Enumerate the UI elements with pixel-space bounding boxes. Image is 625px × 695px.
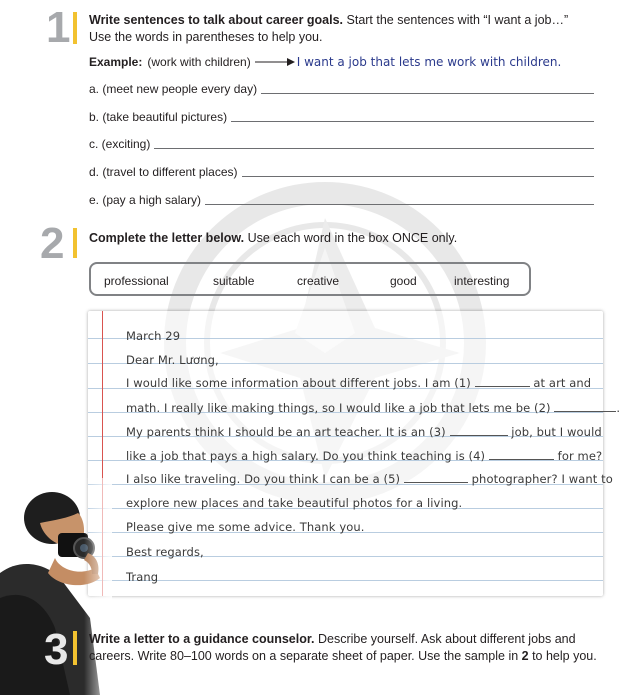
letter-line-6: explore new places and take beautiful photos for a living. — [126, 496, 463, 510]
item-c-answer-line[interactable] — [154, 148, 594, 149]
section-2-accent-bar — [73, 228, 77, 258]
section-3-number: 3 — [44, 625, 69, 674]
letter-greeting: Dear Mr. Lương, — [126, 353, 219, 367]
item-a-label: a. (meet new people every day) — [89, 82, 258, 96]
example-prompt: (work with children) — [147, 55, 251, 69]
section-1-instruction — [89, 12, 609, 46]
item-e-answer-line[interactable] — [205, 204, 594, 205]
letter-line-5-start: I also like traveling. Do you think I can be a (5) — [126, 472, 401, 486]
section-3-instruction-ref: 2 — [521, 649, 529, 663]
arrow-right-icon — [255, 57, 295, 67]
section-3-instruction — [89, 631, 619, 665]
exercise-item-e — [89, 193, 594, 207]
letter-line-2-start: math. I really like making things, so I would like a job that lets me be (2) — [126, 401, 551, 415]
letter-line-5-end: photographer? I want to — [471, 472, 613, 486]
word-professional: professional — [104, 274, 169, 288]
item-c-label: c. (exciting) — [89, 137, 151, 151]
word-box — [89, 262, 531, 296]
section-3-instruction-rest: Describe yourself. Ask about different jobs and — [314, 632, 576, 646]
exercise-item-c — [89, 137, 594, 151]
letter-line-3-start: My parents think I should be an art teacher. It is an (3) — [126, 425, 446, 439]
section-1-instruction-bold: Write sentences to talk about career goals. — [89, 13, 344, 27]
letter-line-1-end: at art and — [533, 376, 592, 390]
letter-line-3-end: job, but I would — [511, 425, 602, 439]
letter-date: March 29 — [126, 329, 181, 343]
example-label: Example: — [89, 55, 143, 69]
item-b-label: b. (take beautiful pictures) — [89, 110, 228, 124]
word-interesting: interesting — [454, 274, 510, 288]
item-e-label: e. (pay a high salary) — [89, 193, 202, 207]
section-3-instruction-bold: Write a letter to a guidance counselor. — [89, 632, 315, 646]
blank-5[interactable] — [404, 472, 468, 483]
item-d-label: d. (travel to different places) — [89, 165, 238, 179]
letter-line-7: Please give me some advice. Thank you. — [126, 520, 365, 534]
letter-line-5 — [126, 472, 613, 486]
letter-line-4-start: like a job that pays a high salary. Do you think teaching is (4) — [126, 449, 486, 463]
word-good: good — [390, 274, 417, 288]
section-3-instruction-line2a: careers. Write 80–100 words on a separate sheet of paper. Use the sample in — [89, 649, 522, 663]
example-answer: I want a job that lets me work with children. — [296, 55, 562, 69]
blank-4[interactable] — [489, 449, 554, 460]
section-2-number: 2 — [40, 219, 65, 268]
section-2-instruction-bold: Complete the letter below. — [89, 231, 245, 245]
section-1-number: 1 — [46, 3, 71, 52]
section-1-instruction-line2: Use the words in parentheses to help you. — [89, 30, 323, 44]
blank-1[interactable] — [475, 376, 530, 387]
letter-closing: Best regards, — [126, 545, 204, 559]
blank-3[interactable] — [450, 425, 508, 436]
section-3-instruction-line2c: to help you. — [528, 649, 597, 663]
section-1-instruction-rest: Start the sentences with “I want a job…” — [343, 13, 569, 27]
item-b-answer-line[interactable] — [231, 121, 594, 122]
letter-line-2-end: . — [616, 401, 621, 415]
exercise-item-d — [89, 165, 594, 179]
letter-line-3 — [126, 425, 602, 439]
example-row — [89, 55, 609, 69]
item-d-answer-line[interactable] — [242, 176, 594, 177]
letter-line-2 — [126, 401, 620, 415]
letter-signature: Trang — [126, 570, 159, 584]
section-2-instruction-rest: Use each word in the box ONCE only. — [244, 231, 458, 245]
section-3-accent-bar — [73, 631, 77, 665]
letter-line-1-start: I would like some information about different jobs. I am (1) — [126, 376, 471, 390]
letter-line-1 — [126, 376, 591, 390]
item-a-answer-line[interactable] — [261, 93, 594, 94]
blank-2[interactable] — [554, 401, 616, 412]
letter-line-4 — [126, 449, 602, 463]
exercise-item-b — [89, 110, 594, 124]
letter-line-4-end: for me? — [557, 449, 603, 463]
word-suitable: suitable — [213, 274, 255, 288]
exercise-item-a — [89, 82, 594, 96]
word-creative: creative — [297, 274, 340, 288]
section-2-instruction — [89, 230, 609, 247]
section-1-accent-bar — [73, 12, 77, 44]
